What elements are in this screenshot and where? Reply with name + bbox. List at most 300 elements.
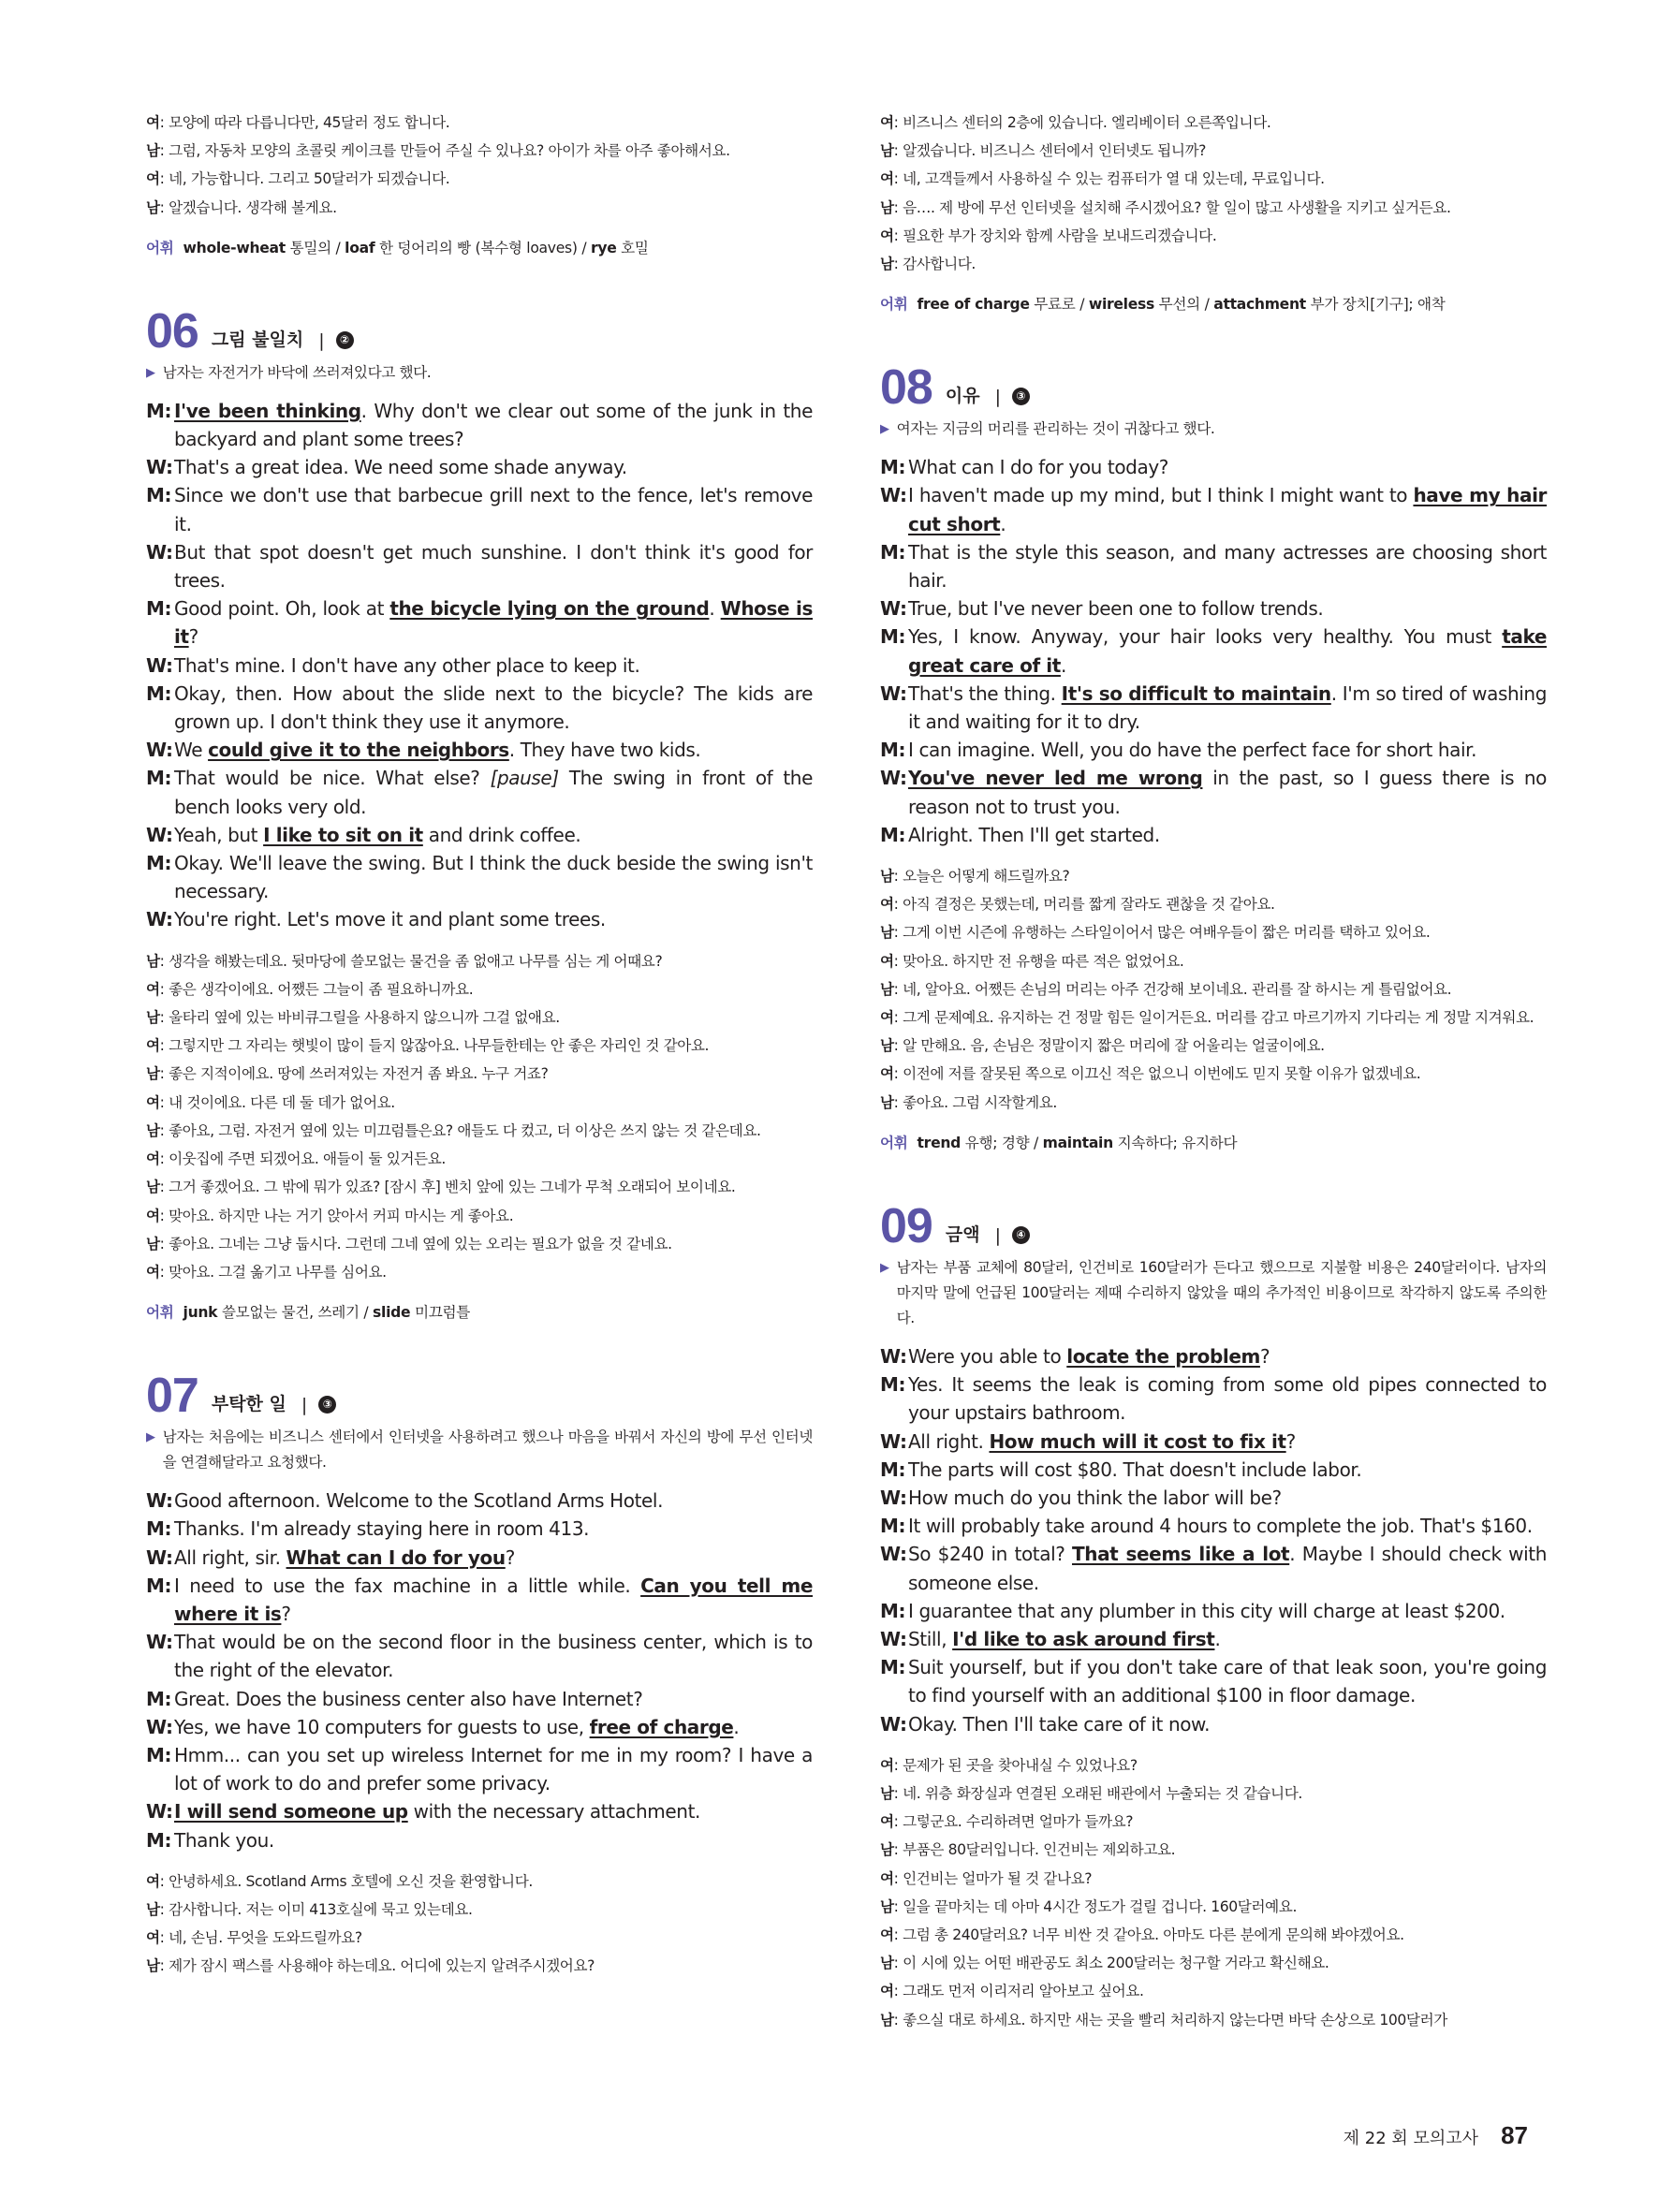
dialogue-text: [174, 1515, 813, 1543]
translation-text: 네, 가능합니다. 그리고 50달러가 되겠습니다.: [169, 170, 450, 188]
speaker-label: 여: [146, 1263, 160, 1281]
dialogue-line: [880, 1710, 1547, 1738]
korean-translation-line: 여: 내 것이에요. 다른 데 둘 데가 없어요.: [146, 1093, 395, 1111]
vocab-meaning: 무선의: [1158, 296, 1200, 314]
dialogue-speaker: W:: [146, 540, 173, 564]
translation-text: 그렇지만 그 자리는 햇빛이 많이 들지 않잖아요. 나무들한테는 안 좋은 자리인 것 같아요.: [169, 1037, 710, 1055]
dialogue-speaker: W:: [880, 767, 907, 790]
speaker-label: 남: [146, 1957, 160, 1975]
korean-translation-line: 남: 네. 위층 화장실과 연결된 오래된 배관에서 누출되는 것 같습니다.: [880, 1784, 1302, 1802]
dialogue-line: [880, 1456, 1547, 1484]
question-number: 09: [880, 1198, 932, 1253]
question-number: 08: [880, 360, 932, 416]
key-phrase: I will send someone up: [174, 1800, 408, 1824]
key-phrase: I've been thinking: [174, 399, 361, 422]
korean-translation-line: 여: 그럼 총 240달러요? 너무 비싼 것 같아요. 아마도 다른 분에게 문의해 봐야겠어요.: [880, 1926, 1404, 1943]
dialogue-text: [908, 680, 1547, 736]
speaker-label: 남: [146, 142, 160, 160]
dialogue-speaker: M:: [146, 484, 172, 507]
answer-badge: ④: [1012, 1226, 1030, 1244]
speaker-label: 여: [880, 1983, 894, 2000]
speaker-label: 남: [146, 198, 160, 216]
text-run: ?: [1285, 1429, 1296, 1453]
korean-translation-line: 여: 아직 결정은 못했는데, 머리를 짧게 잘라도 괜찮을 것 같아요.: [880, 896, 1275, 914]
speaker-label: 여: [146, 170, 160, 188]
vocab-meaning: 호밀: [621, 239, 649, 256]
explanation-note: [880, 417, 1547, 442]
text-run: Thanks. I'm already staying here in room 413.: [174, 1517, 590, 1541]
dialogue-line: [880, 1428, 1547, 1456]
vocab-meaning: 유행; 경향: [964, 1134, 1030, 1151]
speaker-label: 남: [146, 952, 160, 970]
vocab-word: attachment: [1213, 296, 1306, 314]
translation-text: 필요한 부가 장치와 함께 사람을 보내드리겠습니다.: [903, 227, 1217, 244]
question-section: [146, 304, 813, 1326]
korean-translation-line: 여: 그렇군요. 수리하려면 얼마가 들까요?: [880, 1813, 1134, 1831]
answer-badge: ②: [336, 331, 354, 349]
text-run: I need to use the fax machine in a little while.: [174, 1574, 641, 1597]
triangle-arrow-icon: ▶: [146, 1430, 155, 1445]
dialogue-text: [174, 821, 813, 849]
left-column: [146, 109, 813, 1981]
dialogue-line: [146, 1797, 813, 1825]
question-section: [146, 1369, 813, 1980]
heading-divider: |: [994, 1224, 1001, 1246]
dialogue-text: [908, 736, 1547, 764]
translation-text: 알겠습니다. 비즈니스 센터에서 인터넷도 됩니까?: [903, 142, 1207, 160]
dialogue-speaker: M:: [880, 823, 906, 846]
text-run: ?: [505, 1545, 515, 1569]
question-number: 07: [146, 1369, 198, 1424]
dialogue-line: [880, 453, 1547, 481]
dialogue-script: [146, 397, 813, 934]
speaker-label: 남: [146, 1065, 160, 1083]
speaker-label: 남: [880, 868, 894, 886]
speaker-label: 여: [880, 1813, 894, 1831]
korean-translation-line: 남: 좋은 지적이에요. 땅에 쓰러져있는 자전거 좀 봐요. 누구 거죠?: [146, 1065, 549, 1083]
korean-translation-line: 여: 이웃집에 주면 되겠어요. 애들이 둘 있거든요.: [146, 1150, 446, 1168]
vocabulary-line: 어휘 junk 쓸모없는 물건, 쓰레기 / slide 미끄럼틀: [146, 1304, 470, 1322]
dialogue-speaker: W:: [146, 1545, 173, 1569]
translation-text: 음…. 제 방에 무선 인터넷을 설치해 주시겠어요? 할 일이 많고 사생활을 지키고 싶거든요.: [903, 198, 1451, 216]
dialogue-line: [880, 538, 1547, 594]
translation-text: 네, 알아요. 어쨌든 손님의 머리는 아주 건강해 보이네요. 관리를 잘 하시는 게 틀림없어요.: [903, 980, 1452, 998]
korean-translation-line: 여: 네, 손님. 무엇을 도와드릴까요?: [146, 1929, 362, 1947]
speaker-label: 여: [880, 114, 894, 131]
speaker-label: 남: [880, 198, 894, 216]
korean-translation-line: 남: 좋으실 대로 하세요. 하지만 새는 곳을 빨리 처리하지 않는다면 바닥 손상으로 100달러가: [880, 2011, 1447, 2029]
heading-divider: |: [994, 387, 1001, 408]
question-type: 금액: [945, 1223, 980, 1245]
translation-text: 이전에 저를 잘못된 쪽으로 이끄신 적은 없으니 이번에도 믿지 못할 이유가 없겠네요.: [903, 1065, 1421, 1083]
korean-translation: [146, 1868, 813, 1981]
text-run: ?: [281, 1602, 291, 1625]
dialogue-speaker: M:: [880, 739, 906, 762]
speaker-label: 남: [146, 1179, 160, 1196]
dialogue-text: [908, 1484, 1547, 1512]
text-run: That would be nice. What else?: [174, 767, 491, 790]
translation-text: 좋으실 대로 하세요. 하지만 새는 곳을 빨리 처리하지 않는다면 바닥 손상으로 100달러가: [903, 2011, 1447, 2029]
dialogue-speaker: W:: [146, 1715, 173, 1738]
dialogue-line: [146, 1713, 813, 1741]
translation-text: 네. 위층 화장실과 연결된 오래된 배관에서 누출되는 것 같습니다.: [903, 1784, 1302, 1802]
dialogue-line: [880, 481, 1547, 537]
text-run: Yes, I know. Anyway, your hair looks very healthy. You must: [908, 625, 1503, 649]
vocabulary-label: 어휘: [146, 239, 174, 256]
translation-text: 감사합니다.: [903, 256, 976, 273]
heading-divider: |: [318, 330, 325, 351]
text-run: . They have two kids.: [508, 739, 701, 762]
vocab-word: junk: [183, 1304, 218, 1322]
text-run: The parts will cost $80. That doesn't include labor.: [908, 1458, 1362, 1481]
text-run: All right.: [908, 1429, 990, 1453]
section-heading: [146, 1369, 813, 1424]
speaker-label: 여: [146, 1093, 160, 1111]
dialogue-text: [908, 1625, 1547, 1653]
dialogue-speaker: M:: [146, 1574, 172, 1597]
dialogue-speaker: W:: [880, 1344, 907, 1368]
vocab-word: free of charge: [917, 296, 1030, 314]
translation-text: 감사합니다. 저는 이미 413호실에 묵고 있는데요.: [169, 1900, 473, 1918]
speaker-label: 여: [146, 1150, 160, 1168]
key-phrase: free of charge: [589, 1715, 734, 1738]
dialogue-line: [146, 821, 813, 849]
explanation-text: 남자는 처음에는 비즈니스 센터에서 인터넷을 사용하려고 했으나 마음을 바꿔서 자신의 방에 무선 인터넷을 연결해달라고 요청했다.: [162, 1428, 813, 1472]
speaker-label: 여: [146, 1037, 160, 1055]
dialogue-text: [908, 594, 1547, 623]
dialogue-speaker: W:: [880, 1486, 907, 1509]
dialogue-text: [174, 849, 813, 905]
dialogue-line: [146, 481, 813, 537]
dialogue-speaker: W:: [146, 823, 173, 846]
dialogue-text: [174, 652, 813, 680]
text-run: I can imagine. Well, you do have the perfect face for short hair.: [908, 739, 1477, 762]
korean-translation-line: 남: 감사합니다.: [880, 256, 976, 273]
text-run: .: [1000, 512, 1006, 535]
translation-text: 비즈니스 센터의 2층에 있습니다. 엘리베이터 오른쪽입니다.: [903, 114, 1271, 131]
dialogue-text: [174, 1544, 813, 1572]
dialogue-speaker: W:: [880, 681, 907, 705]
speaker-label: 여: [880, 1009, 894, 1027]
text-run: Since we don't use that barbecue grill next to the fence, let's remove it.: [174, 484, 813, 535]
explanation-text: 남자는 자전거가 바닥에 쓰러져있다고 했다.: [162, 363, 432, 381]
key-phrase: How much will it cost to fix it: [989, 1429, 1286, 1453]
vocabulary-line: 어휘 trend 유행; 경향 / maintain 지속하다; 유지하다: [880, 1134, 1238, 1151]
dialogue-speaker: W:: [880, 1429, 907, 1453]
dialogue-line: [880, 594, 1547, 623]
korean-translation-line: 남: 그거 좋겠어요. 그 밖에 뭐가 있죠? [잠시 후] 벤치 앞에 있는 그네가 무척 오래되어 보이네요.: [146, 1179, 736, 1196]
text-run: What can I do for you today?: [908, 456, 1168, 479]
translation-text: 좋은 생각이에요. 어쨌든 그늘이 좀 필요하니까요.: [169, 980, 474, 998]
translation-text: 네, 고객들께서 사용하실 수 있는 컴퓨터가 열 대 있는데, 무료입니다.: [903, 170, 1325, 188]
section-heading: [146, 303, 813, 359]
dialogue-text: [174, 1713, 813, 1741]
korean-translation-line: 여: 필요한 부가 장치와 함께 사람을 보내드리겠습니다.: [880, 227, 1217, 244]
dialogue-script: [146, 1487, 813, 1854]
text-run: That is the style this season, and many actresses are choosing short hair.: [908, 540, 1547, 593]
page-number: 87: [1501, 2121, 1528, 2149]
speaker-label: 남: [880, 1841, 894, 1859]
explanation-text: 남자는 부품 교체에 80달러, 인건비로 160달러가 든다고 했으므로 지불할 비용은 240달러이다. 남자의 마지막 말에 언급된 100달러는 제때 수리하지 않았을 때의 추가적인 비용이므로 착각하지 않도록 주의한다.: [896, 1258, 1547, 1326]
dialogue-script: [880, 1342, 1547, 1738]
key-phrase: That seems like a lot: [1072, 1543, 1290, 1566]
vocab-word: loaf: [345, 239, 375, 256]
translation-text: 이 시에 있는 어떤 배관공도 최소 200달러는 청구할 거라고 확신해요.: [903, 1955, 1329, 1972]
dialogue-line: [880, 680, 1547, 736]
translation-text: 그거 좋겠어요. 그 밖에 뭐가 있죠? [잠시 후] 벤치 앞에 있는 그네가 무척 오래되어 보이네요.: [169, 1179, 736, 1196]
korean-translation: [146, 947, 813, 1286]
translation-text: 인건비는 얼마가 될 것 같나요?: [903, 1869, 1093, 1887]
text-run: with the necessary attachment.: [407, 1800, 700, 1824]
text-run: Thank you.: [174, 1828, 274, 1852]
vocabulary-label: 어휘: [146, 1304, 174, 1322]
dialogue-speaker: W:: [146, 1489, 173, 1513]
speaker-label: 여: [880, 952, 894, 970]
dialogue-line: [146, 1685, 813, 1713]
translation-text: 울타리 옆에 있는 바비큐그릴을 사용하지 않으니까 그걸 없애요.: [169, 1009, 560, 1027]
dialogue-speaker: M:: [146, 681, 172, 705]
text-run: ?: [1259, 1344, 1270, 1368]
key-phrase: have my hair cut short: [908, 484, 1547, 535]
speaker-label: 남: [880, 256, 894, 273]
dialogue-line: [146, 538, 813, 594]
speaker-label: 남: [146, 1121, 160, 1139]
dialogue-line: [880, 1512, 1547, 1540]
dialogue-text: [908, 538, 1547, 594]
key-phrase: I'd like to ask around first: [952, 1627, 1215, 1650]
vocab-word: maintain: [1042, 1134, 1113, 1151]
speaker-label: 여: [880, 1065, 894, 1083]
dialogue-text: [908, 453, 1547, 481]
text-run: So $240 in total?: [908, 1543, 1072, 1566]
key-phrase: Whose is it: [174, 597, 814, 649]
dialogue-text: [908, 1342, 1547, 1370]
dialogue-line: [880, 1597, 1547, 1625]
question-section: [880, 360, 1547, 1156]
dialogue-text: [174, 905, 813, 933]
dialogue-speaker: M:: [146, 1743, 172, 1766]
vocab-word: rye: [590, 239, 617, 256]
dialogue-text: [908, 1428, 1547, 1456]
dialogue-speaker: M:: [146, 597, 172, 621]
question-section: [880, 1199, 1547, 2034]
answer-badge: ③: [318, 1396, 336, 1414]
korean-translation-line: 남: 그럼, 자동차 모양의 초콜릿 케이크를 만들어 주실 수 있나요? 아이가 차를 아주 좋아해서요.: [146, 142, 730, 160]
korean-translation: [880, 862, 1547, 1117]
question-type: 부탁한 일: [211, 1394, 286, 1415]
speaker-label: 남: [880, 1093, 894, 1111]
text-run: in the past, so I guess there is no reason not to trust you.: [908, 767, 1548, 818]
text-run: Still,: [908, 1627, 953, 1650]
text-run: Yes, we have 10 computers for guests to use,: [174, 1715, 590, 1738]
dialogue-line: [146, 397, 813, 453]
speaker-label: 남: [880, 980, 894, 998]
translation-text: 좋아요. 그럼 시작할게요.: [903, 1093, 1057, 1111]
explanation-text: 여자는 지금의 머리를 관리하는 것이 귀찮다고 했다.: [896, 420, 1215, 438]
text-run: Yeah, but: [174, 823, 264, 846]
dialogue-text: [908, 1370, 1547, 1427]
dialogue-text: [908, 1456, 1547, 1484]
dialogue-speaker: M:: [146, 399, 172, 422]
dialogue-speaker: W:: [880, 484, 907, 507]
translation-text: 그렇군요. 수리하려면 얼마가 들까요?: [903, 1813, 1134, 1831]
dialogue-line: [146, 1544, 813, 1572]
korean-translation-line: 남: 부품은 80달러입니다. 인건비는 제외하고요.: [880, 1841, 1176, 1859]
dialogue-text: [174, 1628, 813, 1684]
question-type: 그림 불일치: [211, 329, 304, 350]
speaker-label: 여: [146, 980, 160, 998]
dialogue-text: [908, 1512, 1547, 1540]
translation-text: 일을 끝마치는 데 아마 4시간 정도가 걸릴 겁니다. 160달러예요.: [903, 1897, 1298, 1915]
translation-text: 그게 이번 시즌에 유행하는 스타일이어서 많은 여배우들이 짧은 머리를 택하고 있어요.: [903, 924, 1431, 942]
dialogue-speaker: M:: [146, 852, 172, 875]
korean-translation-line: 남: 감사합니다. 저는 이미 413호실에 묵고 있는데요.: [146, 1900, 473, 1918]
korean-translation-line: 여: 안녕하세요. Scotland Arms 호텔에 오신 것을 환영합니다.: [146, 1872, 533, 1890]
korean-translation-line: 여: 네, 가능합니다. 그리고 50달러가 되겠습니다.: [146, 170, 450, 188]
speaker-label: 여: [880, 1869, 894, 1887]
text-run: It will probably take around 4 hours to complete the job. That's $160.: [908, 1515, 1533, 1538]
speaker-label: 남: [880, 1037, 894, 1055]
text-run: Okay. We'll leave the swing. But I think the duck beside the swing isn't necessary.: [174, 852, 813, 903]
explanation-note: [146, 1425, 813, 1475]
translation-text: 그럼, 자동차 모양의 초콜릿 케이크를 만들어 주실 수 있나요? 아이가 차를 아주 좋아해서요.: [169, 142, 730, 160]
dialogue-text: [908, 764, 1547, 820]
translation-text: 문제가 된 곳을 찾아내실 수 있었나요?: [903, 1756, 1138, 1774]
translation-text: 좋은 지적이에요. 땅에 쓰러져있는 자전거 좀 봐요. 누구 거죠?: [169, 1065, 549, 1083]
vocab-meaning: 무료로: [1034, 296, 1076, 314]
text-run: Hmm... can you set up wireless Internet for me in my room? I have a lot of work to do and prefer some privacy.: [174, 1743, 813, 1795]
dialogue-speaker: M:: [880, 1656, 906, 1679]
text-run: .: [1214, 1627, 1221, 1650]
dialogue-text: [908, 623, 1547, 679]
dialogue-line: [146, 1487, 813, 1515]
text-run: Great. Does the business center also have Internet?: [174, 1687, 643, 1710]
text-run: Okay, then. How about the slide next to the bicycle? The kids are grown up. I don't think they use it anymore.: [174, 681, 813, 734]
answer-badge: ③: [1012, 388, 1030, 405]
question-type: 이유: [945, 386, 980, 407]
text-run: . Why don't we clear out some of the junk in the backyard and plant some trees?: [174, 399, 813, 451]
korean-translation-line: 여: 비즈니스 센터의 2층에 있습니다. 엘리베이터 오른쪽입니다.: [880, 114, 1271, 131]
dialogue-speaker: M:: [880, 1515, 906, 1538]
text-run: and drink coffee.: [422, 823, 581, 846]
dialogue-text: [174, 1572, 813, 1628]
korean-translation-line: 남: 오늘은 어떻게 해드릴까요?: [880, 868, 1070, 886]
text-run: . Maybe I should check with someone else.: [908, 1543, 1548, 1594]
speaker-label: 여: [146, 114, 160, 131]
dialogue-text: [174, 1487, 813, 1515]
text-run: Good afternoon. Welcome to the Scotland Arms Hotel.: [174, 1489, 664, 1513]
korean-translation-line: 여: 그래도 먼저 이리저리 알아보고 싶어요.: [880, 1983, 1144, 2000]
key-phrase: the bicycle lying on the ground: [389, 597, 710, 621]
dialogue-speaker: W:: [146, 908, 173, 931]
translation-text: 부품은 80달러입니다. 인건비는 제외하고요.: [903, 1841, 1176, 1859]
vocab-meaning: 부가 장치[기구]; 애착: [1310, 296, 1446, 314]
translation-text: 그게 문제예요. 유지하는 건 정말 힘든 일이거든요. 머리를 감고 마르기까지 기다리는 게 정말 지겨워요.: [903, 1009, 1534, 1027]
speaker-label: 남: [880, 1897, 894, 1915]
triangle-arrow-icon: ▶: [880, 1260, 889, 1275]
dialogue-speaker: M:: [146, 1517, 172, 1541]
dialogue-line: [146, 594, 813, 651]
dialogue-text: [174, 453, 813, 481]
dialogue-speaker: W:: [146, 653, 173, 677]
speaker-label: 남: [146, 1235, 160, 1252]
section-heading: [880, 360, 1547, 416]
text-run: Were you able to: [908, 1344, 1067, 1368]
dialogue-line: [880, 1370, 1547, 1427]
explanation-note: [146, 360, 813, 386]
speaker-label: 여: [880, 1926, 894, 1943]
dialogue-speaker: W:: [880, 1712, 907, 1736]
translation-text: 그래도 먼저 이리저리 알아보고 싶어요.: [903, 1983, 1144, 2000]
speaker-label: 남: [880, 2011, 894, 2029]
korean-translation-line: 여: 맞아요. 하지만 전 유행을 따른 적은 없었어요.: [880, 952, 1184, 970]
key-phrase: It's so difficult to maintain: [1061, 681, 1331, 705]
text-run: Good point. Oh, look at: [174, 597, 390, 621]
dialogue-speaker: W:: [146, 456, 173, 479]
dialogue-text: [908, 821, 1547, 849]
text-run: Yes. It seems the leak is coming from some old pipes connected to your upstairs bathroom.: [908, 1373, 1547, 1425]
korean-translation-line: 남: 제가 잠시 팩스를 사용해야 하는데요. 어디에 있는지 알려주시겠어요?: [146, 1957, 595, 1975]
dialogue-speaker: M:: [880, 625, 906, 649]
vocabulary-line: 어휘 whole-wheat 통밀의 / loaf 한 덩어리의 빵 (복수형 loaves) / rye 호밀: [146, 239, 649, 256]
speaker-label: 남: [880, 924, 894, 942]
dialogue-text: [174, 1826, 813, 1854]
dialogue-text: [174, 680, 813, 736]
text-run: We: [174, 739, 209, 762]
key-phrase: You've never led me wrong: [908, 767, 1203, 790]
text-run: That's mine. I don't have any other place to keep it.: [174, 653, 640, 677]
dialogue-text: [174, 1685, 813, 1713]
korean-translation-line: 남: 좋아요. 그네는 그냥 둡시다. 그런데 그네 옆에 있는 오리는 필요가 없을 것 같네요.: [146, 1235, 672, 1252]
dialogue-line: [880, 736, 1547, 764]
translation-text: 네, 손님. 무엇을 도와드릴까요?: [169, 1929, 362, 1947]
korean-translation-line: 남: 좋아요. 그럼 시작할게요.: [880, 1093, 1057, 1111]
korean-translation-line: 여: 좋은 생각이에요. 어쨌든 그늘이 좀 필요하니까요.: [146, 980, 474, 998]
speaker-label: 남: [880, 1955, 894, 1972]
dialogue-line: [146, 1741, 813, 1797]
translation-text: 아직 결정은 못했는데, 머리를 짧게 잘라도 괜찮을 것 같아요.: [903, 896, 1275, 914]
text-run: .: [733, 1715, 740, 1738]
speaker-label: 여: [146, 1207, 160, 1224]
dialogue-line: [146, 1628, 813, 1684]
korean-translation-line: 여: 모양에 따라 다릅니다만, 45달러 정도 합니다.: [146, 114, 450, 131]
text-run: But that spot doesn't get much sunshine. I don't think it's good for trees.: [174, 540, 813, 593]
dialogue-speaker: M:: [146, 767, 172, 790]
text-run: The swing in front of the bench looks very old.: [174, 767, 813, 818]
dialogue-speaker: M:: [880, 1373, 906, 1397]
dialogue-line: [880, 1484, 1547, 1512]
dialogue-line: [880, 764, 1547, 820]
dialogue-line: [880, 623, 1547, 679]
translation-text: 그럼 총 240달러요? 너무 비싼 것 같아요. 아마도 다른 분에게 문의해 봐야겠어요.: [903, 1926, 1404, 1943]
vocab-word: trend: [917, 1134, 962, 1151]
key-phrase: Can you tell me where it is: [174, 1574, 813, 1625]
translation-text: 좋아요, 그럼. 자전거 옆에 있는 미끄럼틀은요? 애들도 다 컸고, 더 이상은 쓰지 않는 것 같은데요.: [169, 1121, 761, 1139]
text-run: Alright. Then I'll get started.: [908, 823, 1160, 846]
vocabulary-line: 어휘 free of charge 무료로 / wireless 무선의 / attachment 부가 장치[기구]; 애착: [880, 296, 1446, 314]
text-run: All right, sir.: [174, 1545, 286, 1569]
dialogue-text: [908, 1653, 1547, 1709]
dialogue-line: [146, 736, 813, 764]
right-column: [880, 109, 1547, 2034]
speaker-label: 남: [146, 1009, 160, 1027]
dialogue-speaker: W:: [146, 739, 173, 762]
text-run: ?: [188, 625, 198, 649]
speaker-label: 남: [880, 142, 894, 160]
vocabulary-label: 어휘: [880, 1134, 908, 1151]
key-phrase: locate the problem: [1066, 1344, 1260, 1368]
text-run: .: [709, 597, 721, 621]
